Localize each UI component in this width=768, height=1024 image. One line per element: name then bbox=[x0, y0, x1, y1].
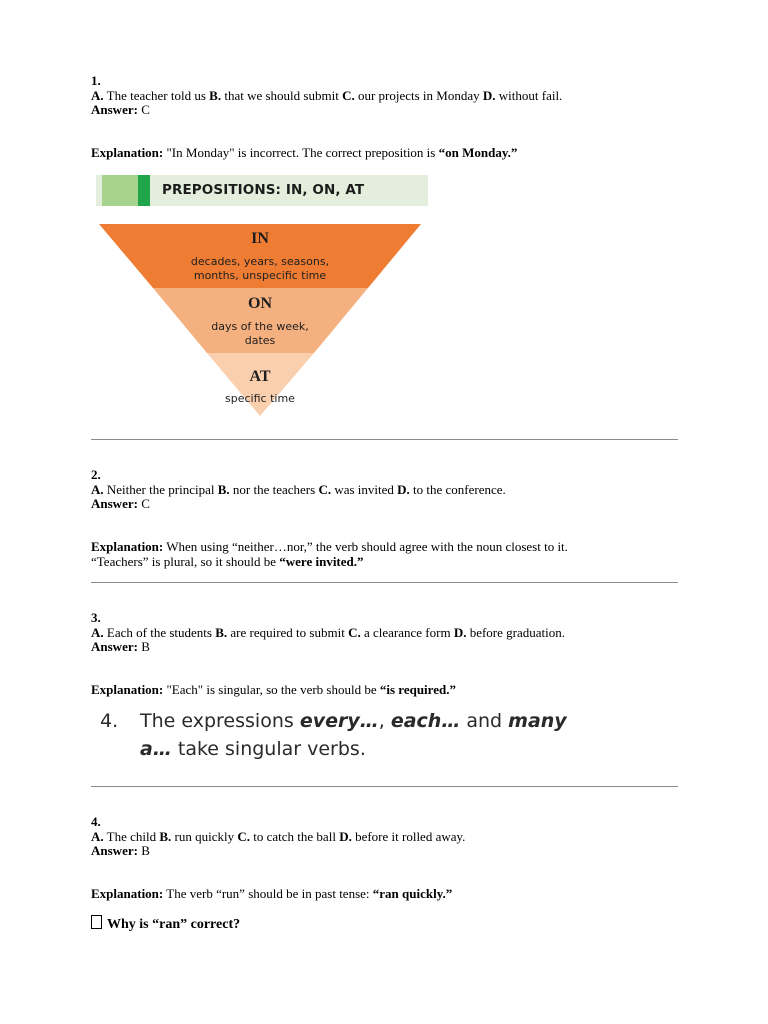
option-c-text: to catch the ball bbox=[250, 828, 340, 844]
option-a-letter: A. bbox=[91, 828, 104, 844]
answer-label: Answer: bbox=[91, 639, 138, 654]
option-c-letter: C. bbox=[237, 828, 251, 844]
level-at-word: AT bbox=[249, 368, 271, 385]
option-d-letter: D. bbox=[482, 87, 496, 103]
option-a-letter: A. bbox=[91, 624, 104, 640]
answer-value: B bbox=[137, 639, 150, 654]
rule-emphasis: each… bbox=[390, 710, 461, 732]
explanation-text: "In Monday" is incorrect. The correct preposition is bbox=[163, 145, 439, 160]
answer-value: C bbox=[137, 102, 150, 117]
option-b-text: nor the teachers bbox=[229, 481, 319, 497]
explanation-text: "Each" is singular, so the verb should be bbox=[163, 682, 380, 697]
option-d-text: before graduation. bbox=[466, 624, 565, 640]
answer-line bbox=[91, 497, 691, 512]
level-in-desc-1: decades, years, seasons, bbox=[190, 255, 330, 268]
why-heading-text: Why is “ran” correct? bbox=[107, 917, 241, 932]
explanation-4 bbox=[91, 887, 691, 902]
explanation-label: Explanation: bbox=[91, 682, 164, 697]
option-d-letter: D. bbox=[397, 481, 410, 497]
answer-line bbox=[91, 103, 691, 118]
level-on-desc-1: days of the week, bbox=[211, 320, 309, 333]
rule-line-2 bbox=[140, 738, 366, 760]
rule-emphasis: every… bbox=[299, 710, 379, 732]
section-divider bbox=[91, 439, 678, 440]
level-on-word: ON bbox=[248, 295, 272, 312]
option-c-letter: C. bbox=[318, 481, 332, 497]
explanation-2 bbox=[91, 540, 691, 569]
option-d-text: to the conference. bbox=[409, 481, 506, 497]
answer-label: Answer: bbox=[91, 102, 138, 117]
level-on-desc-2: dates bbox=[244, 334, 276, 347]
missing-glyph-icon bbox=[91, 915, 102, 929]
question-options bbox=[91, 483, 691, 498]
question-number: 2. bbox=[91, 467, 101, 482]
question-2 bbox=[91, 468, 691, 512]
level-in-word: IN bbox=[251, 230, 269, 247]
question-number: 4. bbox=[91, 814, 101, 829]
question-3 bbox=[91, 611, 691, 655]
explanation-text: When using “neither…nor,” the verb should agree with the noun closest to it. bbox=[163, 539, 568, 554]
banner-accent-dark bbox=[138, 175, 150, 206]
level-at-desc: specific time bbox=[225, 392, 295, 405]
option-d-letter: D. bbox=[339, 828, 352, 844]
answer-value: C bbox=[137, 496, 150, 511]
rule-emphasis: a… bbox=[140, 738, 172, 760]
rule-text: take singular verbs. bbox=[171, 738, 366, 760]
explanation-correction: “were invited.” bbox=[279, 553, 364, 569]
option-a-letter: A. bbox=[91, 87, 104, 103]
rule-line-1 bbox=[140, 710, 567, 732]
level-in-desc-2: months, unspecific time bbox=[193, 269, 327, 282]
answer-label: Answer: bbox=[91, 843, 138, 858]
explanation-correction: “on Monday.” bbox=[438, 145, 518, 160]
option-a-text: Each of the students bbox=[103, 624, 216, 640]
rule-text: , bbox=[378, 710, 391, 732]
option-c-text: a clearance form bbox=[360, 624, 454, 640]
rule-emphasis: many bbox=[508, 710, 567, 732]
section-divider bbox=[91, 582, 678, 583]
singular-verbs-rule-image bbox=[100, 708, 600, 764]
option-b-letter: B. bbox=[217, 481, 230, 497]
option-b-text: are required to submit bbox=[227, 624, 349, 640]
option-c-letter: C. bbox=[342, 87, 355, 103]
option-d-letter: D. bbox=[453, 624, 467, 640]
question-number: 3. bbox=[91, 610, 101, 625]
rule-number: 4. bbox=[100, 710, 119, 732]
option-b-letter: B. bbox=[215, 624, 228, 640]
explanation-text: The verb “run” should be in past tense: bbox=[163, 886, 373, 901]
question-4 bbox=[91, 815, 691, 859]
explanation-text-2: “Teachers” is plural, so it should be bbox=[91, 553, 280, 569]
explanation-1 bbox=[91, 146, 691, 161]
explanation-label: Explanation: bbox=[91, 886, 164, 901]
option-c-text: was invited bbox=[331, 481, 398, 497]
option-b-text: that we should submit bbox=[221, 87, 343, 103]
explanation-correction: “ran quickly.” bbox=[372, 886, 453, 901]
answer-line bbox=[91, 640, 691, 655]
option-c-text: our projects in Monday bbox=[354, 87, 483, 103]
explanation-correction: “is required.” bbox=[379, 682, 456, 697]
option-a-text: The child bbox=[103, 828, 160, 844]
section-divider bbox=[91, 786, 678, 787]
banner-accent-light bbox=[102, 175, 138, 206]
rule-text: and bbox=[460, 710, 509, 732]
question-options bbox=[91, 830, 691, 845]
question-1 bbox=[91, 74, 691, 118]
explanation-label: Explanation: bbox=[91, 539, 164, 554]
prepositions-pyramid bbox=[96, 222, 426, 418]
answer-value: B bbox=[137, 843, 150, 858]
option-a-text: Neither the principal bbox=[103, 481, 218, 497]
explanation-label: Explanation: bbox=[91, 145, 164, 160]
question-options bbox=[91, 626, 691, 641]
rule-text: The expressions bbox=[140, 710, 300, 732]
option-b-letter: B. bbox=[209, 87, 222, 103]
banner-title: PREPOSITIONS: IN, ON, AT bbox=[162, 182, 365, 198]
why-heading bbox=[91, 915, 240, 933]
explanation-3 bbox=[91, 683, 691, 698]
option-b-text: run quickly bbox=[171, 828, 238, 844]
answer-line bbox=[91, 844, 691, 859]
option-d-text: before it rolled away. bbox=[351, 828, 466, 844]
answer-label: Answer: bbox=[91, 496, 138, 511]
option-c-letter: C. bbox=[348, 624, 361, 640]
question-options bbox=[91, 89, 691, 104]
option-a-text: The teacher told us bbox=[103, 87, 210, 103]
question-number: 1. bbox=[91, 73, 101, 88]
option-a-letter: A. bbox=[91, 481, 104, 497]
option-d-text: without fail. bbox=[495, 87, 563, 103]
option-b-letter: B. bbox=[159, 828, 172, 844]
prepositions-banner bbox=[96, 175, 428, 206]
